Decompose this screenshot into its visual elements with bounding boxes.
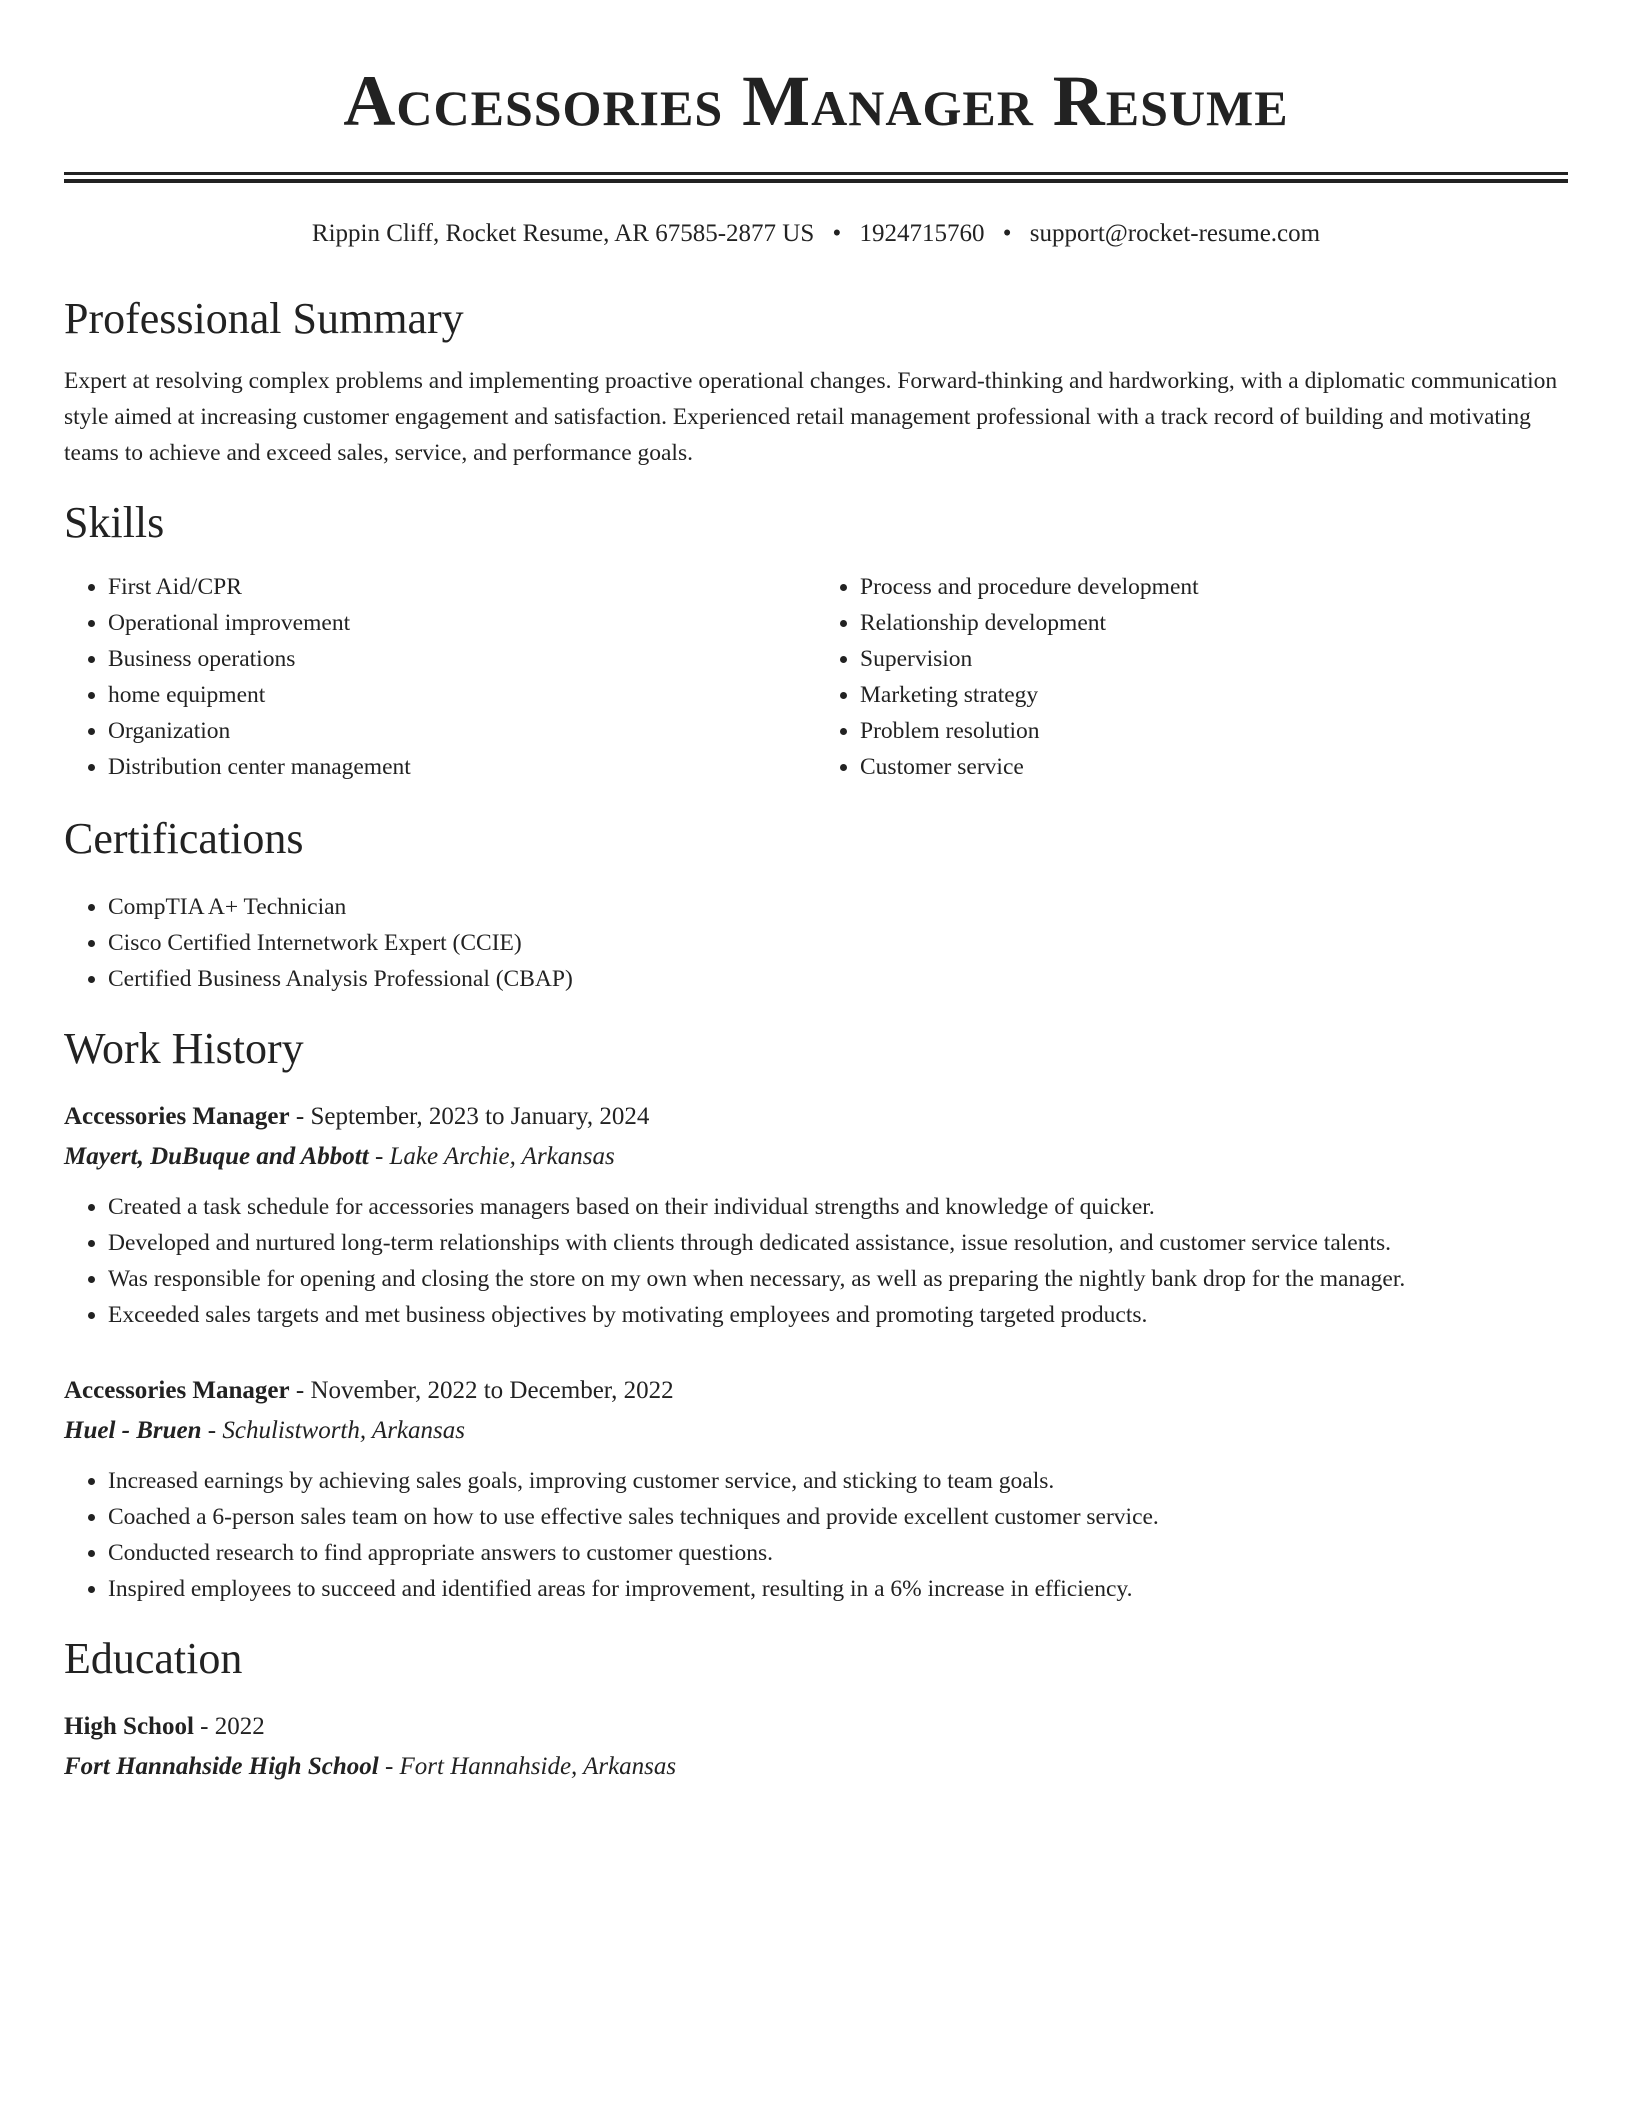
dash-separator: - xyxy=(289,1377,311,1404)
job-title-line xyxy=(64,1097,1568,1137)
education-school-line xyxy=(64,1747,1568,1787)
job-bullet: • Coached a 6-person sales team on how to use effective sales techniques and provide excellent customer service. xyxy=(108,1499,1568,1535)
skill-item: • Organization xyxy=(108,713,816,749)
certification-item: • Certified Business Analysis Professional (CBAP) xyxy=(108,961,1568,997)
skills-columns xyxy=(64,569,1568,785)
education-entry xyxy=(64,1707,1568,1787)
contact-phone: 1924715760 xyxy=(859,220,985,247)
job-bullets xyxy=(64,1189,1568,1333)
education-degree-line xyxy=(64,1707,1568,1747)
job-role: Accessories Manager xyxy=(64,1377,290,1404)
certification-item: • CompTIA A+ Technician xyxy=(108,889,1568,925)
dash-separator: - xyxy=(193,1713,215,1740)
skill-item: • First Aid/CPR xyxy=(108,569,816,605)
job-entry xyxy=(64,1371,1568,1607)
education-year: 2022 xyxy=(214,1713,265,1740)
skills-section xyxy=(64,497,1568,785)
skill-item: • Process and procedure development xyxy=(860,569,1568,605)
education-degree: High School xyxy=(64,1713,194,1740)
education-heading: Education xyxy=(64,1634,243,1683)
skills-list-left xyxy=(64,569,816,785)
summary-heading: Professional Summary xyxy=(64,294,464,343)
job-entry xyxy=(64,1097,1568,1333)
certifications-list xyxy=(64,889,1568,997)
dash-separator: - xyxy=(201,1417,223,1444)
dash-separator: - xyxy=(368,1143,390,1170)
job-company-line xyxy=(64,1411,1568,1451)
job-bullet: • Conducted research to find appropriate answers to customer questions. xyxy=(108,1535,1568,1571)
job-role: Accessories Manager xyxy=(64,1103,290,1130)
skill-item: • Relationship development xyxy=(860,605,1568,641)
resume-title: Accessories Manager Resume xyxy=(343,61,1289,141)
work-history-heading: Work History xyxy=(64,1024,304,1073)
skills-list-right xyxy=(816,569,1568,785)
job-company-line xyxy=(64,1137,1568,1177)
dash-separator: - xyxy=(289,1103,311,1130)
skill-item: • home equipment xyxy=(108,677,816,713)
job-location: Lake Archie, Arkansas xyxy=(389,1143,615,1170)
contact-address: Rippin Cliff, Rocket Resume, AR 67585-2877 US xyxy=(311,220,815,247)
job-company: Mayert, DuBuque and Abbott xyxy=(64,1143,369,1170)
certifications-heading: Certifications xyxy=(64,814,304,863)
education-school: Fort Hannahside High School xyxy=(64,1753,379,1780)
skill-item: • Marketing strategy xyxy=(860,677,1568,713)
job-dates: November, 2022 to December, 2022 xyxy=(310,1377,674,1404)
summary-text: Expert at resolving complex problems and implementing proactive operational changes. Forward-thinking and hardworking, with a diplomatic communication style aimed at increasing customer engagement and satisfaction. Experienced retail management professional with a track record of building and motivating teams to achieve and exceed sales, service, and performance goals. xyxy=(64,368,1558,466)
job-location: Schulistworth, Arkansas xyxy=(222,1417,465,1444)
contact-separator: • xyxy=(1002,220,1012,247)
certifications-section xyxy=(64,813,1568,997)
dash-separator: - xyxy=(378,1753,400,1780)
job-bullet: • Increased earnings by achieving sales goals, improving customer service, and sticking to team goals. xyxy=(108,1463,1568,1499)
work-history-section xyxy=(64,1023,1568,1607)
job-dates: September, 2023 to January, 2024 xyxy=(310,1103,650,1130)
contact-line xyxy=(64,217,1568,251)
job-bullet: • Was responsible for opening and closing the store on my own when necessary, as well as preparing the nightly bank drop for the manager. xyxy=(108,1261,1568,1297)
job-bullet: • Created a task schedule for accessories managers based on their individual strengths and knowledge of quicker. xyxy=(108,1189,1568,1225)
job-bullet: • Exceeded sales targets and met business objectives by motivating employees and promoting targeted products. xyxy=(108,1297,1568,1333)
job-bullet: • Inspired employees to succeed and identified areas for improvement, resulting in a 6% increase in efficiency. xyxy=(108,1571,1568,1607)
skill-item: • Operational improvement xyxy=(108,605,816,641)
skill-item: • Business operations xyxy=(108,641,816,677)
job-title-line xyxy=(64,1371,1568,1411)
skill-item: • Customer service xyxy=(860,749,1568,785)
skill-item: • Problem resolution xyxy=(860,713,1568,749)
skill-item: • Distribution center management xyxy=(108,749,816,785)
certification-item: • Cisco Certified Internetwork Expert (CCIE) xyxy=(108,925,1568,961)
job-bullet: • Developed and nurtured long-term relationships with clients through dedicated assistance, issue resolution, and customer service talents. xyxy=(108,1225,1568,1261)
education-section xyxy=(64,1633,1568,1787)
title-double-rule xyxy=(64,172,1568,183)
skills-heading: Skills xyxy=(64,498,165,547)
education-location: Fort Hannahside, Arkansas xyxy=(399,1753,677,1780)
job-bullets xyxy=(64,1463,1568,1607)
professional-summary-section xyxy=(64,293,1568,471)
skill-item: • Supervision xyxy=(860,641,1568,677)
contact-separator: • xyxy=(832,220,842,247)
job-company: Huel - Bruen xyxy=(64,1417,202,1444)
contact-email: support@rocket-resume.com xyxy=(1029,220,1321,247)
